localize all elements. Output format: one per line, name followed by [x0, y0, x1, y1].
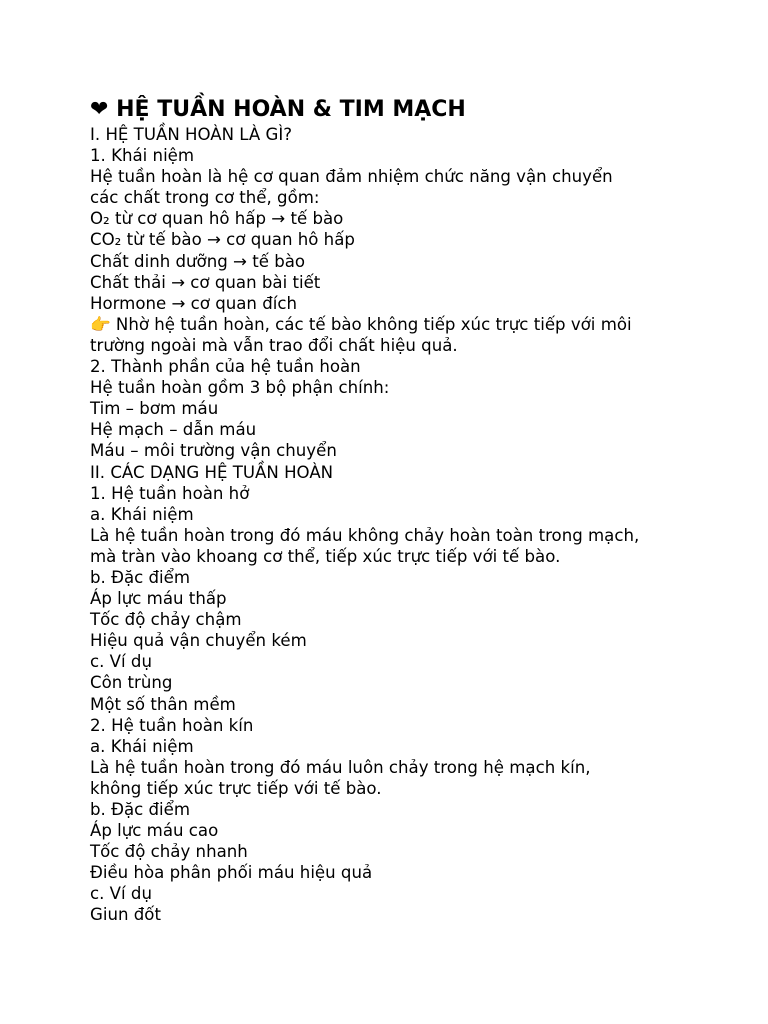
text-line: 2. Thành phần của hệ tuần hoàn	[90, 357, 361, 377]
text-line: Chất dinh dưỡng → tế bào	[90, 251, 306, 271]
text-line: Hormone → cơ quan đích	[90, 293, 298, 313]
text-line: Là hệ tuần hoàn trong đó máu không chảy hoàn toàn trong mạch,	[90, 525, 640, 545]
text-line: không tiếp xúc trực tiếp với tế bào.	[90, 778, 382, 798]
text-line: Tốc độ chảy nhanh	[90, 842, 248, 862]
text-line: c. Ví dụ	[90, 652, 152, 672]
text-line: Hệ tuần hoàn là hệ cơ quan đảm nhiệm chức năng vận chuyển	[90, 167, 613, 187]
text-line: II. CÁC DẠNG HỆ TUẦN HOÀN	[90, 462, 334, 482]
text-line: CO₂ từ tế bào → cơ quan hô hấp	[90, 230, 355, 250]
text-line: a. Khái niệm	[90, 504, 194, 524]
text-line: 2. Hệ tuần hoàn kín	[90, 715, 254, 735]
text-line: Là hệ tuần hoàn trong đó máu luôn chảy trong hệ mạch kín,	[90, 757, 591, 777]
text-line: a. Khái niệm	[90, 736, 194, 756]
text-line: Hiệu quả vận chuyển kém	[90, 631, 307, 651]
text-line: b. Đặc điểm	[90, 567, 191, 587]
text-line: Tim – bơm máu	[90, 399, 219, 419]
text-line: Giun đốt	[90, 905, 161, 925]
document-body	[90, 124, 750, 926]
text-line: b. Đặc điểm	[90, 800, 191, 819]
text-line: Tốc độ chảy chậm	[90, 610, 242, 630]
text-line: Máu – môi trường vận chuyển	[90, 441, 337, 461]
text-line: O₂ từ cơ quan hô hấp → tế bào	[90, 209, 344, 229]
text-line: Côn trùng	[90, 673, 173, 693]
text-line: các chất trong cơ thể, gồm:	[90, 188, 320, 208]
text-line: Chất thải → cơ quan bài tiết	[90, 272, 321, 292]
text-line: Áp lực máu thấp	[90, 589, 227, 609]
text-line: trường ngoài mà vẫn trao đổi chất hiệu quả.	[90, 335, 458, 355]
text-line: c. Ví dụ	[90, 884, 152, 904]
text-line: 1. Hệ tuần hoàn hở	[90, 483, 250, 503]
text-line: 1. Khái niệm	[90, 146, 195, 166]
document-page	[90, 96, 750, 926]
text-line: Áp lực máu cao	[90, 821, 219, 841]
text-line: Hệ tuần hoàn gồm 3 bộ phận chính:	[90, 378, 390, 398]
text-line: mà tràn vào khoang cơ thể, tiếp xúc trực tiếp với tế bào.	[90, 546, 561, 566]
text-line: Một số thân mềm	[90, 694, 236, 714]
document-title: ❤ HỆ TUẦN HOÀN & TIM MẠCH	[90, 97, 466, 122]
text-line: Hệ mạch – dẫn máu	[90, 420, 257, 440]
text-line: I. HỆ TUẦN HOÀN LÀ GÌ?	[90, 125, 293, 144]
text-line: Điều hòa phân phối máu hiệu quả	[90, 863, 373, 883]
text-line: 👉 Nhờ hệ tuần hoàn, các tế bào không tiếp xúc trực tiếp với môi	[90, 314, 632, 334]
